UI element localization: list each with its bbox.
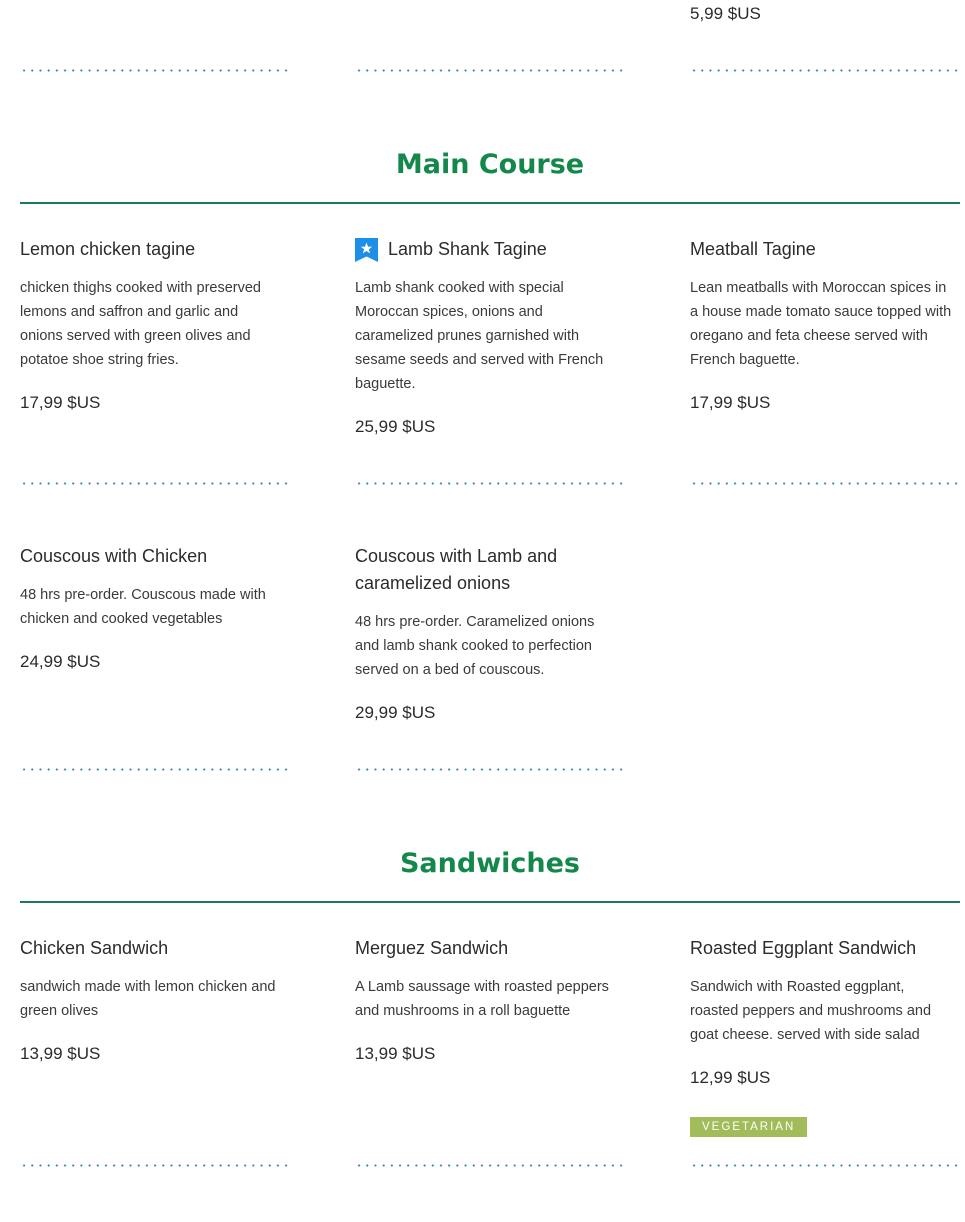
section-divider <box>20 901 960 903</box>
dotted-separator <box>355 482 625 485</box>
item-price: 24,99 $US <box>20 652 101 671</box>
item-description: sandwich made with lemon chicken and green olives <box>20 979 276 1019</box>
section-divider <box>20 202 960 204</box>
item-price: 17,99 $US <box>690 393 771 412</box>
dotted-separator <box>690 1164 960 1167</box>
item-name: Lamb Shank Tagine <box>388 239 547 259</box>
item-name: Meatball Tagine <box>690 239 816 259</box>
item-description: 48 hrs pre-order. Caramelized onions and lamb shank cooked to perfection served on a bed of couscous. <box>355 614 595 678</box>
item-name: Couscous with Chicken <box>20 546 208 566</box>
item-description: chicken thighs cooked with preserved lemons and saffron and garlic and onions served with green olives and potatoe shoe string fries. <box>20 280 261 368</box>
section-title-main-course: Main Course <box>395 149 585 180</box>
item-price: 13,99 $US <box>355 1044 436 1063</box>
dotted-separator <box>20 482 290 485</box>
item-description: Lean meatballs with Moroccan spices in a house made tomato sauce topped with oregano and feta cheese served with French baguette. <box>690 280 952 368</box>
item-name: Merguez Sandwich <box>355 938 509 958</box>
item-description: Sandwich with Roasted eggplant, roasted peppers and mushrooms and goat cheese. served with side salad <box>690 979 932 1043</box>
dotted-separator <box>355 69 625 72</box>
dotted-separator <box>690 69 960 72</box>
item-price: 29,99 $US <box>355 703 436 722</box>
dotted-separator <box>355 768 625 771</box>
dotted-separator <box>690 482 960 485</box>
dotted-separator <box>20 768 290 771</box>
item-description: Lamb shank cooked with special Moroccan spices, onions and caramelized prunes garnished with sesame seeds and served with French baguette. <box>355 280 604 392</box>
item-name: Chicken Sandwich <box>20 938 169 958</box>
dotted-separator <box>355 1164 625 1167</box>
item-price: 25,99 $US <box>355 417 436 436</box>
item-price: 13,99 $US <box>20 1044 101 1063</box>
item-description: A Lamb saussage with roasted peppers and mushrooms in a roll baguette <box>355 979 609 1019</box>
section-title-sandwiches: Sandwiches <box>399 848 581 879</box>
item-price: 5,99 $US <box>690 4 761 23</box>
item-name: Couscous with Lamb and caramelized onions <box>355 546 558 593</box>
vegetarian-badge: VEGETARIAN <box>690 1117 807 1137</box>
item-price: 12,99 $US <box>690 1068 771 1087</box>
featured-star-icon <box>355 238 378 262</box>
item-price: 17,99 $US <box>20 393 101 412</box>
dotted-separator <box>20 69 290 72</box>
item-name: Lemon chicken tagine <box>20 239 196 259</box>
dotted-separator <box>20 1164 290 1167</box>
item-name: Roasted Eggplant Sandwich <box>690 938 917 958</box>
item-description: 48 hrs pre-order. Couscous made with chicken and cooked vegetables <box>20 587 266 627</box>
